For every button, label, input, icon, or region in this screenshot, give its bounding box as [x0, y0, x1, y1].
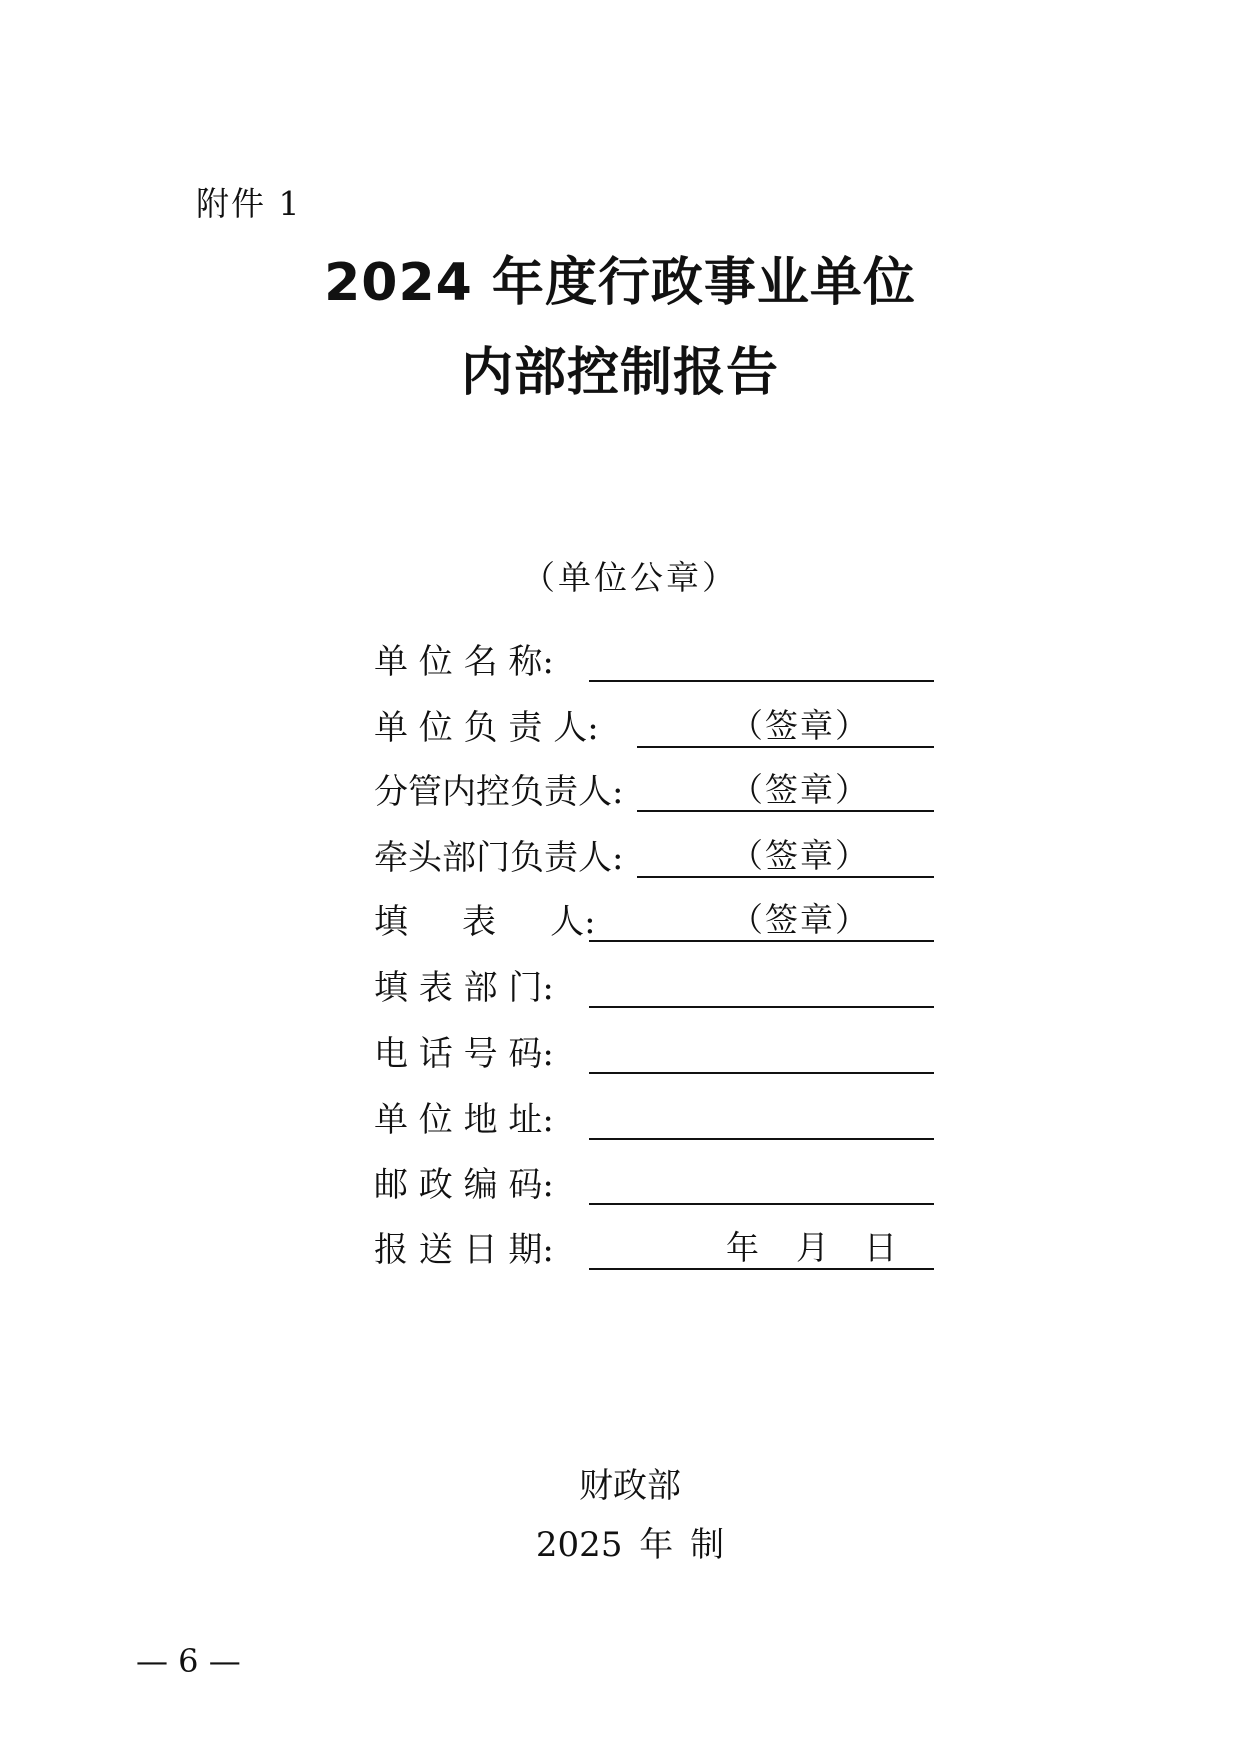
- signature-note-lead-department-head: （签章）: [730, 836, 870, 875]
- form-row-postal-code: [374, 1163, 934, 1207]
- form-label-unit-head: 单 位 负 责 人:: [374, 708, 599, 748]
- form-label-unit-name: 单 位 名 称:: [374, 642, 554, 682]
- form-row-lead-department-head: [374, 836, 934, 880]
- fill-line-postal-code[interactable]: [589, 1203, 934, 1205]
- form-label-lead-department-head: 牵头部门负责人:: [374, 838, 624, 878]
- date-day-label: 日: [864, 1228, 897, 1267]
- issue-year: 2025 年 制: [535, 1525, 725, 1565]
- form-row-phone-number: [374, 1032, 934, 1076]
- form-row-submission-date: [374, 1228, 934, 1272]
- report-title-line-1: 2024 年度行政事业单位: [324, 253, 916, 313]
- fill-line-phone-number[interactable]: [589, 1072, 934, 1074]
- form-row-form-filler: [374, 900, 934, 944]
- signature-note-unit-head: （签章）: [730, 706, 870, 745]
- signature-note-internal-control-head: （签章）: [730, 770, 870, 809]
- fill-line-unit-name[interactable]: [589, 680, 934, 682]
- date-month-label: 月: [796, 1228, 829, 1267]
- form-label-filling-department: 填 表 部 门:: [374, 968, 554, 1008]
- form-row-internal-control-head: [374, 770, 934, 814]
- fill-line-filling-department[interactable]: [589, 1006, 934, 1008]
- report-title-line-2: 内部控制报告: [460, 343, 779, 403]
- form-label-phone-number: 电 话 号 码:: [374, 1034, 554, 1074]
- issuing-authority: 财政部: [579, 1466, 681, 1506]
- form-label-unit-address: 单 位 地 址:: [374, 1100, 554, 1140]
- form-row-unit-address: [374, 1098, 934, 1142]
- form-row-unit-head: [374, 706, 934, 750]
- form-row-filling-department: [374, 966, 934, 1010]
- date-year-label: 年: [726, 1228, 759, 1267]
- page-number: — 6 —: [136, 1642, 241, 1680]
- unit-seal-note: （单位公章）: [522, 558, 738, 597]
- form-row-unit-name: [374, 640, 934, 684]
- form-label-form-filler: 填 表 人:: [374, 902, 596, 942]
- attachment-label: 附件 1: [196, 184, 302, 223]
- form-label-internal-control-head: 分管内控负责人:: [374, 772, 624, 812]
- form-label-submission-date: 报 送 日 期:: [374, 1230, 554, 1270]
- signature-note-form-filler: （签章）: [730, 900, 870, 939]
- form-label-postal-code: 邮 政 编 码:: [374, 1165, 554, 1205]
- fill-line-unit-address[interactable]: [589, 1138, 934, 1140]
